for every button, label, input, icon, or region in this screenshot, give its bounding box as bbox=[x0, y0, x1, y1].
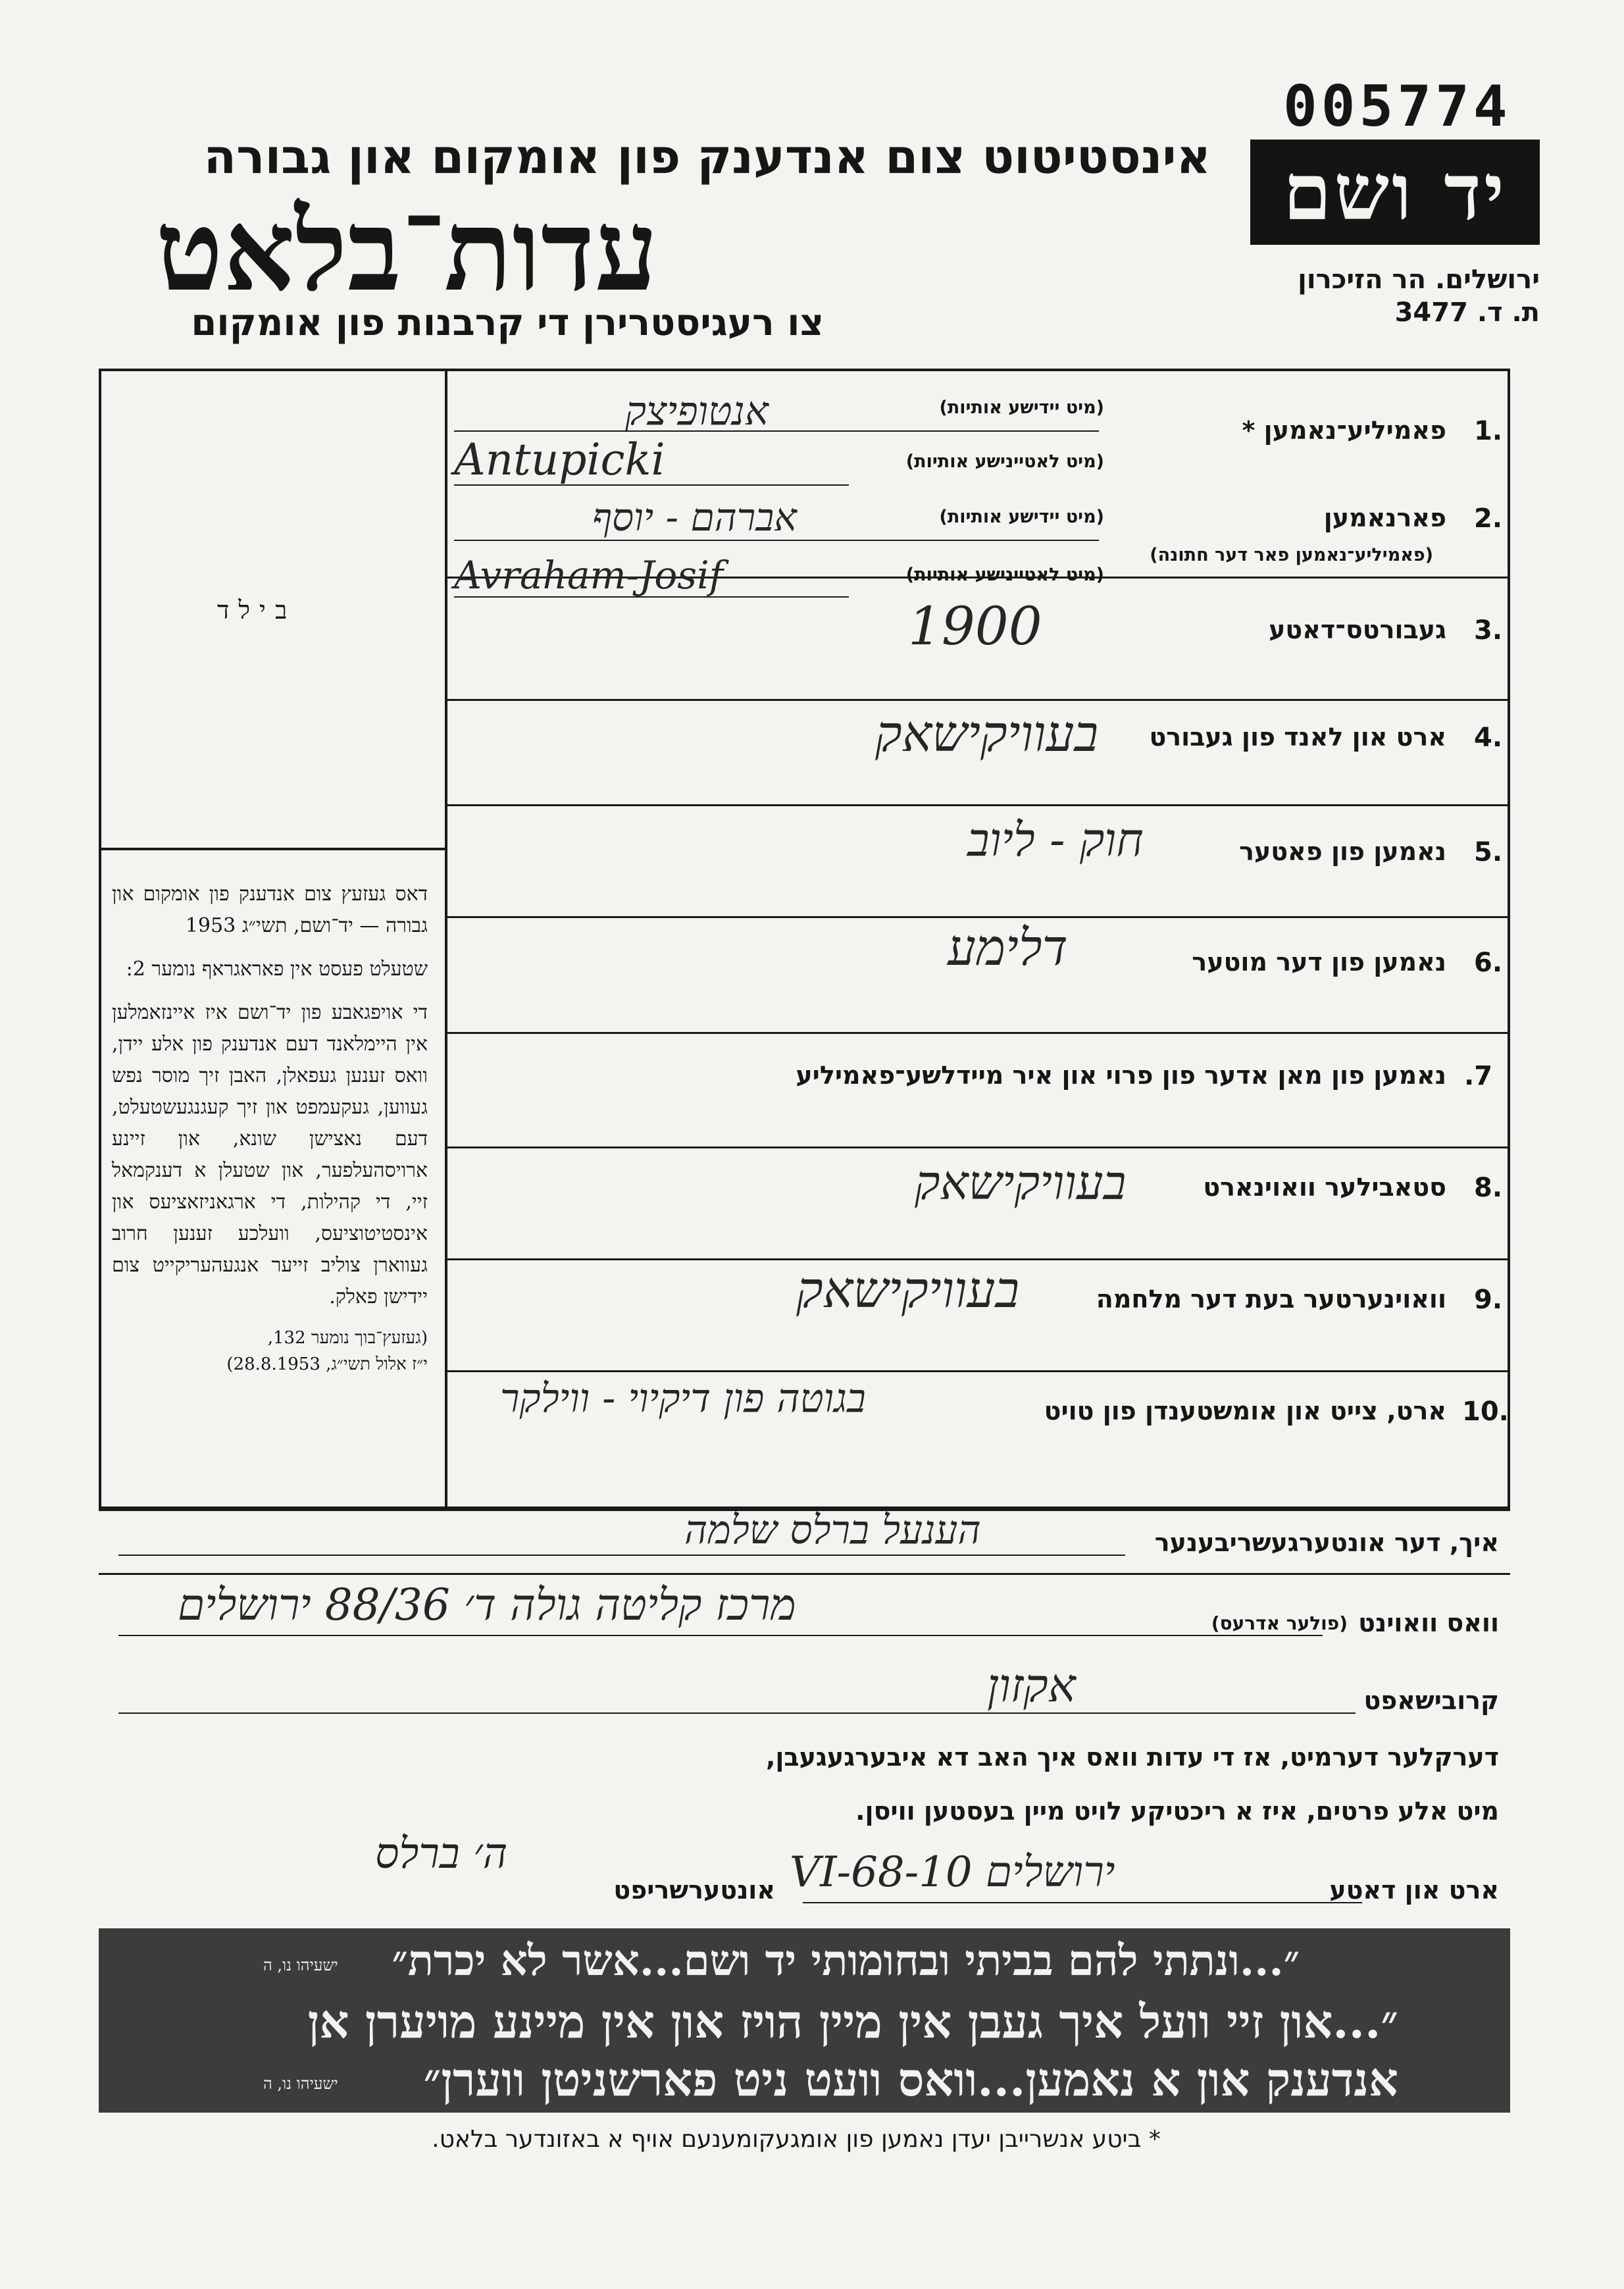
field-1-line bbox=[454, 430, 1099, 432]
field-2-line bbox=[454, 596, 849, 598]
declarant-name-line bbox=[118, 1555, 1125, 1556]
field-3-number: 3. bbox=[1474, 615, 1503, 646]
banner-ref-1: ישעיהו נו, ה bbox=[263, 1956, 338, 1974]
quote-banner bbox=[99, 1928, 1510, 2113]
serial-number: 005774 bbox=[1283, 74, 1511, 140]
declarant-name-value: הענעל ברלס שלמה bbox=[684, 1507, 981, 1553]
declarant-name-label: איך, דער אונטערגעשריבענער bbox=[1154, 1528, 1499, 1557]
field-2-sublabel: (פאמיליע־נאמען פאר דער חתונה) bbox=[1150, 545, 1433, 565]
law-reference-1: (געזעץ־בוך נומער 132, bbox=[267, 1328, 428, 1348]
field-2-label: פארנאמען bbox=[1323, 503, 1446, 532]
field-4-number: 4. bbox=[1474, 723, 1503, 753]
declaration-line-2: מיט אלע פרטים, איז א ריכטיקע לויט מיין בעסטען וויסן. bbox=[855, 1797, 1499, 1826]
field-2-value-yiddish: אברהם - יוסף bbox=[592, 495, 797, 540]
declaration-line-1: דערקלער דערמיט, אז די עדות וואס איך האב דא איבערגעגעבן, bbox=[765, 1743, 1499, 1772]
field-5-label: נאמען פון פאטער bbox=[1239, 837, 1446, 866]
place-date-line bbox=[803, 1902, 1362, 1903]
field-8-value: בעוויקישאק bbox=[915, 1155, 1127, 1210]
law-quote: די אויפגאבע פון יד־ושם איז איינזאמלען אין היימלאנד דעם אנדענק פון אלע יידן, וואס זענען געפאלן, האבן זיך מוסר נפש געווען, געקעמפט און זיך קעגנגעשטעלט, דעם נאצישן שונא, און זיינע ארויסהעלפער, און שטעלן א דענקמאל זיי, די קהילות, די ארגאניזאציעס און אינסטיטוציעס, וועלכע זענען חרוב געווארן צוליב זייער אנגעהעריקייט צום יידישן פאלק. bbox=[112, 1001, 428, 1308]
banner-line-1: ״...ונתתי להם בביתי ובחומותי יד ושם...אשר לא יכרת״ bbox=[392, 1936, 1300, 1986]
field-1-label: פאמיליע־נאמען * bbox=[1242, 416, 1446, 445]
row-divider bbox=[447, 1032, 1510, 1034]
field-3-value: 1900 bbox=[908, 596, 1042, 657]
banner-line-3: אנדענק און א נאמען...וואס וועט ניט פארשניטן ווערן״ bbox=[423, 2052, 1398, 2107]
field-1-value-latin: Antupicki bbox=[454, 434, 665, 485]
field-1-number: 1. bbox=[1474, 416, 1503, 446]
declarant-relation-label: קרובישאפט bbox=[1363, 1686, 1499, 1715]
logo-address-line2: ת. ד. 3477 bbox=[1394, 297, 1540, 328]
banner-line-2: ״...און זיי וועל איך געבן אין מיין הויז און אין מיינע מויערן אן bbox=[307, 1994, 1398, 2049]
field-6-value: דלימע bbox=[948, 918, 1068, 977]
declarant-relation-line bbox=[118, 1712, 1356, 1714]
field-2-value-latin: Avraham-Josif bbox=[454, 553, 724, 598]
field-2-hint-latin: (מיט לאטיינישע אותיות) bbox=[905, 565, 1104, 585]
field-2-line bbox=[454, 540, 1099, 541]
field-1-hint-yiddish: (מיט יידישע אותיות) bbox=[939, 398, 1104, 418]
field-6-label: נאמען פון דער מוטער bbox=[1192, 948, 1446, 977]
law-title: דאס געזעץ צום אנדענק פון אומקום און גבורה — יד־ושם, תשי״ג 1953 bbox=[112, 883, 428, 937]
place-date-value: ירושלים 10-VI-68 bbox=[790, 1848, 1115, 1897]
law-paragraph: שטעלט פעסט אין פאראגראף נומער 2: bbox=[126, 958, 428, 981]
photo-box-divider bbox=[99, 848, 447, 850]
declarant-address-hint: (פולער אדרעס) bbox=[1211, 1612, 1348, 1634]
field-1-hint-latin: (מיט לאטיינישע אותיות) bbox=[905, 451, 1104, 472]
law-reference-2: י״ז אלול תשי״ג, 28.8.1953) bbox=[226, 1354, 428, 1374]
field-5-value: חוק - ליוב bbox=[967, 813, 1144, 867]
institute-name: אינסטיטוט צום אנדענק פון אומקום און גבורה bbox=[203, 129, 1211, 184]
field-7-number: .7 bbox=[1464, 1061, 1493, 1091]
signature: ה׳ ברלס bbox=[375, 1830, 508, 1878]
page-subtitle: צו רעגיסטרירן די קרבנות פון אומקום bbox=[191, 301, 824, 344]
field-2-hint-yiddish: (מיט יידישע אותיות) bbox=[939, 507, 1104, 527]
section-divider bbox=[99, 1573, 1510, 1575]
footnote: * ביטע אנשרייבן יעדן נאמען פון אומגעקומענעם אויף א באזונדער בלאט. bbox=[432, 2126, 1161, 2153]
declarant-address-value: מרכז קליטה גולה ד׳ 88/36 ירושלים bbox=[178, 1580, 796, 1630]
photo-placeholder: בילד bbox=[217, 596, 297, 625]
field-10-value: בגוטה פון דיקיוי - ווילקר bbox=[500, 1376, 866, 1422]
field-7-label: נאמען פון מאן אדער פון פרוי און איר מיידלשע־פאמיליע bbox=[796, 1061, 1446, 1090]
field-8-number: 8. bbox=[1474, 1173, 1503, 1203]
row-divider bbox=[447, 804, 1510, 806]
field-4-value: בעוויקישאק bbox=[875, 704, 1099, 763]
field-10-number: 10. bbox=[1462, 1397, 1509, 1427]
field-8-label: סטאבילער וואוינארט bbox=[1203, 1173, 1446, 1202]
logo-address-line1: ירושלים. הר הזיכרון bbox=[1298, 265, 1540, 295]
field-9-number: 9. bbox=[1474, 1285, 1503, 1315]
yad-vashem-logo: יד ושם bbox=[1250, 140, 1540, 245]
field-3-label: געבורטס־דאטע bbox=[1269, 615, 1446, 644]
law-sidebar bbox=[112, 879, 428, 1377]
field-6-number: 6. bbox=[1474, 948, 1503, 978]
row-divider bbox=[447, 1146, 1510, 1148]
field-5-number: 5. bbox=[1474, 837, 1503, 867]
field-4-label: ארט און לאנד פון געבורט bbox=[1149, 723, 1446, 752]
declarant-relation-value: אקזון bbox=[987, 1659, 1076, 1712]
page-title: עדות־בלאט bbox=[155, 185, 658, 317]
declarant-address-label: וואס וואוינט bbox=[1358, 1608, 1499, 1637]
banner-ref-2: ישעיהו נו, ה bbox=[263, 2074, 338, 2093]
place-date-label: ארט און דאטע bbox=[1329, 1876, 1499, 1905]
row-divider bbox=[447, 699, 1510, 701]
field-1-value-yiddish: אנטופיצק bbox=[625, 388, 769, 434]
field-9-label: וואוינערטער בעת דער מלחמה bbox=[1096, 1285, 1446, 1314]
field-9-value: בעוויקישאק bbox=[796, 1260, 1020, 1319]
field-10-label: ארט, צייט און אומשטענדן פון טויט bbox=[1044, 1397, 1446, 1426]
signature-label: אונטערשריפט bbox=[613, 1876, 775, 1905]
field-1-line bbox=[454, 484, 849, 486]
row-divider bbox=[447, 1370, 1510, 1372]
declarant-address-line bbox=[118, 1635, 1323, 1636]
field-2-number: 2. bbox=[1474, 503, 1503, 534]
